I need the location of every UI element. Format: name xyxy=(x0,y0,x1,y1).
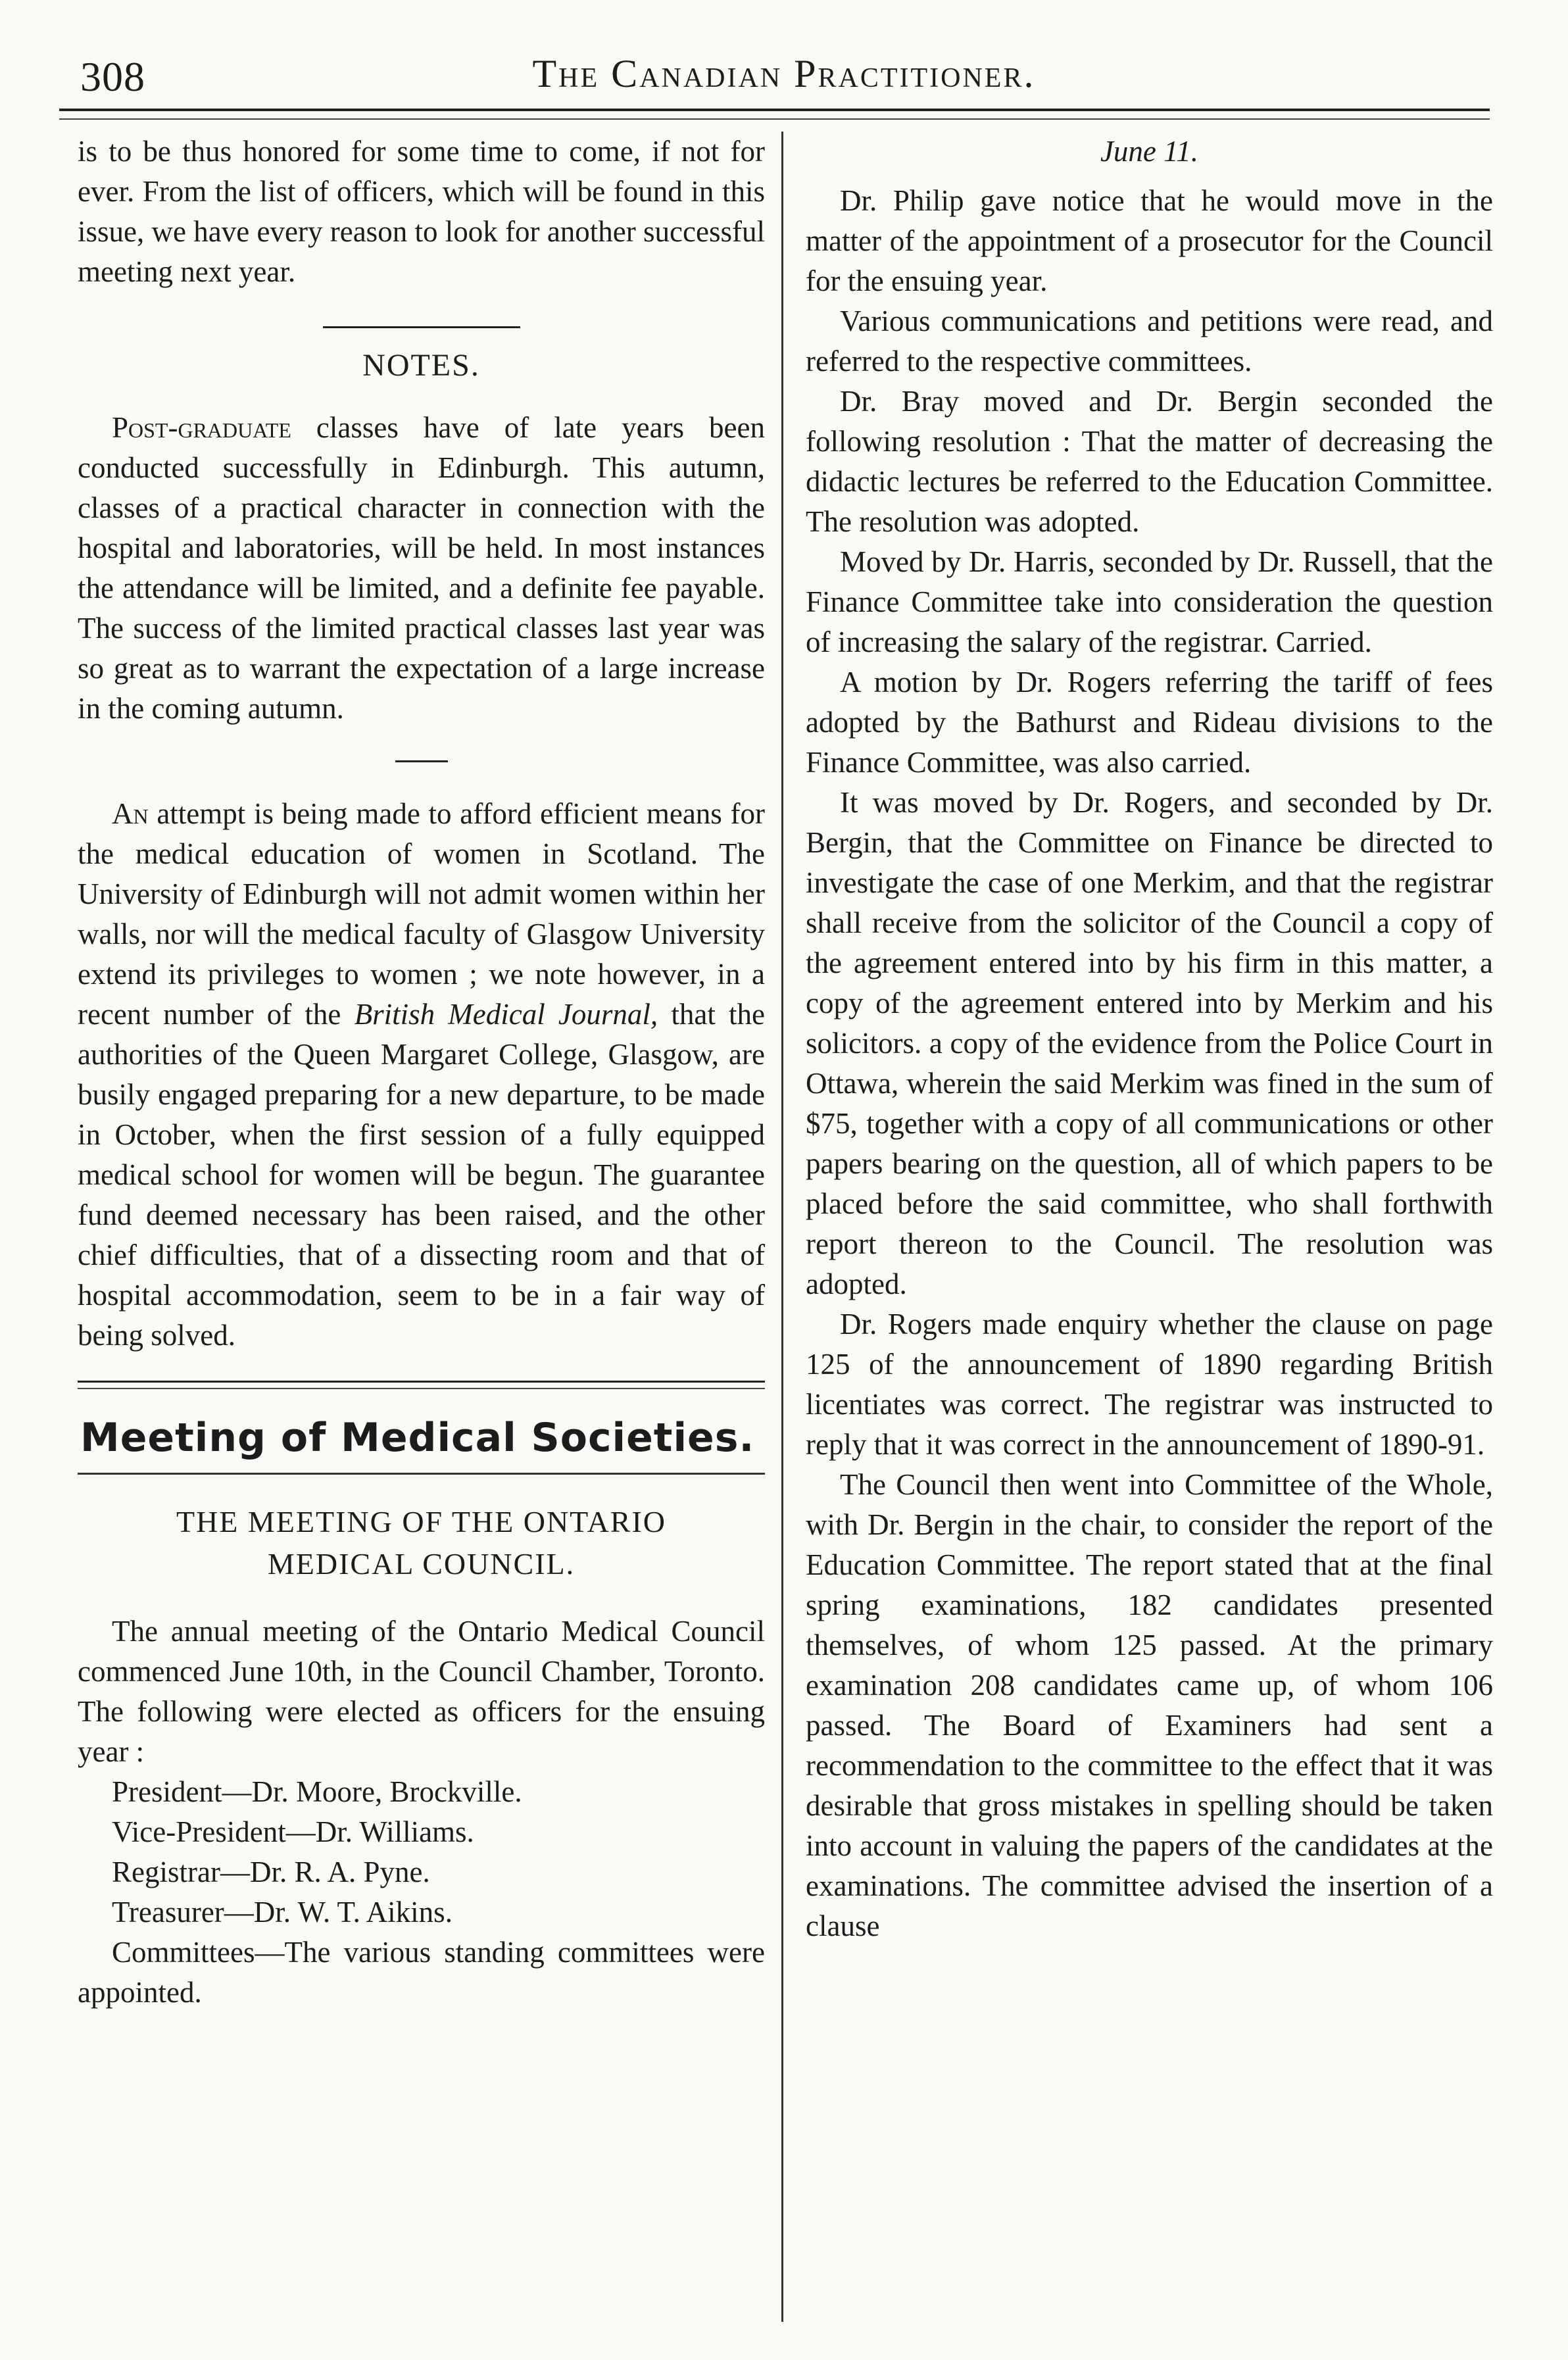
paragraph-text: classes have of late years been conducted successfully in Edinburgh. This autumn, classes of a practical character in connection with the hospital and laboratories, will be held. In most instances the attendance will be limited, and a definite fee payable. The success of the limited practical classes last year was so great as to warrant the expectation of a large increase in the coming autumn. xyxy=(78,411,765,725)
section-rule-thick xyxy=(78,1381,765,1383)
officer-registrar: Registrar—Dr. R. A. Pyne. xyxy=(112,1856,430,1888)
running-title: The Canadian Practitioner. xyxy=(532,52,1036,95)
section-rule-thin xyxy=(78,1388,765,1389)
section-divider xyxy=(323,326,520,328)
meeting-paragraph: The annual meeting of the Ontario Medical Council commenced June 10th, in the Council Chamber, Toronto. The following were elected as officers for the ensuing year : xyxy=(78,1615,765,1768)
header-rule xyxy=(59,109,1490,111)
officer-vice-president: Vice-President—Dr. Williams. xyxy=(112,1815,474,1848)
paragraph-text: attempt is being made to afford efficient means for the medical education of women in Scotland. The University of Edinburgh will not admit women within her walls, nor will the medical faculty of Glasgow University extend its privileges to women ; we note however, in a recent number of the xyxy=(78,797,765,1031)
notes-paragraph-postgraduate xyxy=(78,408,765,729)
officer-president: President—Dr. Moore, Brockville. xyxy=(112,1775,522,1808)
minutes-paragraph: A motion by Dr. Rogers referring the tariff of fees adopted by the Bathurst and Rideau divisions to the Finance Committee, was also carried. xyxy=(806,666,1493,779)
notes-paragraph-women xyxy=(78,794,765,1356)
minutes-paragraph: Dr. Bray moved and Dr. Bergin seconded the following resolution : That the matter of decreasing the didactic lectures be referred to the Education Committee. The resolution was adopted. xyxy=(806,385,1493,538)
lead-words: Post-graduate xyxy=(112,411,291,444)
officer-treasurer: Treasurer—Dr. W. T. Aikins. xyxy=(112,1896,453,1929)
header-rule-thin xyxy=(59,118,1490,120)
section-title-rule xyxy=(78,1473,765,1475)
minutes-paragraph: Dr. Rogers made enquiry whether the clause on page 125 of the announcement of 1890 regarding British licentiates was correct. The registrar was instructed to reply that it was correct in the announcement of 1890-91. xyxy=(806,1308,1493,1461)
right-column xyxy=(806,132,1493,1946)
page-number: 308 xyxy=(80,53,145,100)
minutes-paragraph: Moved by Dr. Harris, seconded by Dr. Russell, that the Finance Committee take into consideration the question of increasing the salary of the registrar. Carried. xyxy=(806,545,1493,658)
minutes-paragraph: It was moved by Dr. Rogers, and seconded by Dr. Bergin, that the Committee on Finance be directed to investigate the case of one Merkim, and that the registrar shall receive from the solicitor of the Council a copy of the agreement entered into by his firm in this matter, a copy of the agreement entered into by Merkim and his solicitors. a copy of the evidence from the Police Court in Ottawa, wherein the said Merkim was fined in the sum of $75, together with a copy of all communications or other papers bearing on the question, all of which papers to be placed before the said committee, who shall forthwith report thereon to the Council. The resolution was adopted. xyxy=(806,786,1493,1300)
minutes-paragraph: Dr. Philip gave notice that he would move in the matter of the appointment of a prosecutor for the Council for the ensuing year. xyxy=(806,184,1493,297)
note-divider xyxy=(395,760,448,762)
date-heading: June 11. xyxy=(1100,135,1199,168)
continued-paragraph: is to be thus honored for some time to come, if not for ever. From the list of officers, which will be found in this issue, we have every reason to look for another successful meeting next year. xyxy=(78,135,765,288)
article-heading-line-1: THE MEETING OF THE ONTARIO xyxy=(176,1505,667,1538)
column-divider xyxy=(781,132,783,2322)
paragraph-text: that the authorities of the Queen Margaret College, Glasgow, are busily engaged preparing for a new departure, to be made in October, when the first session of a fully equipped medical school for women will be begun. The guarantee fund deemed necessary has been raised, and the other chief difficulties, that of a dissecting room and that of hospital accommodation, seem to be in a fair way of being solved. xyxy=(78,998,765,1352)
notes-heading: NOTES. xyxy=(362,348,480,383)
committees-line: Committees—The various standing committees were appointed. xyxy=(78,1936,765,2009)
article-heading-line-2: MEDICAL COUNCIL. xyxy=(267,1547,576,1581)
minutes-paragraph: Various communications and petitions were read, and referred to the respective committees. xyxy=(806,305,1493,378)
minutes-paragraph: The Council then went into Committee of the Whole, with Dr. Bergin in the chair, to consider the report of the Education Committee. The report stated that at the final spring examinations, 182 candidates presented themselves, of whom 125 passed. At the primary examination 208 candidates came up, of whom 106 passed. The Board of Examiners had sent a recommendation to the committee to the effect that it was desirable that gross mistakes in spelling should be taken into account in valuing the papers of the candidates at the examinations. The committee advised the insertion of a clause xyxy=(806,1468,1493,1942)
journal-title: British Medical Journal, xyxy=(354,998,658,1031)
article-heading xyxy=(78,1501,765,1585)
lead-words: An xyxy=(112,797,149,830)
section-title: Meeting of Medical Societies. xyxy=(80,1415,755,1461)
left-column xyxy=(78,132,765,2013)
